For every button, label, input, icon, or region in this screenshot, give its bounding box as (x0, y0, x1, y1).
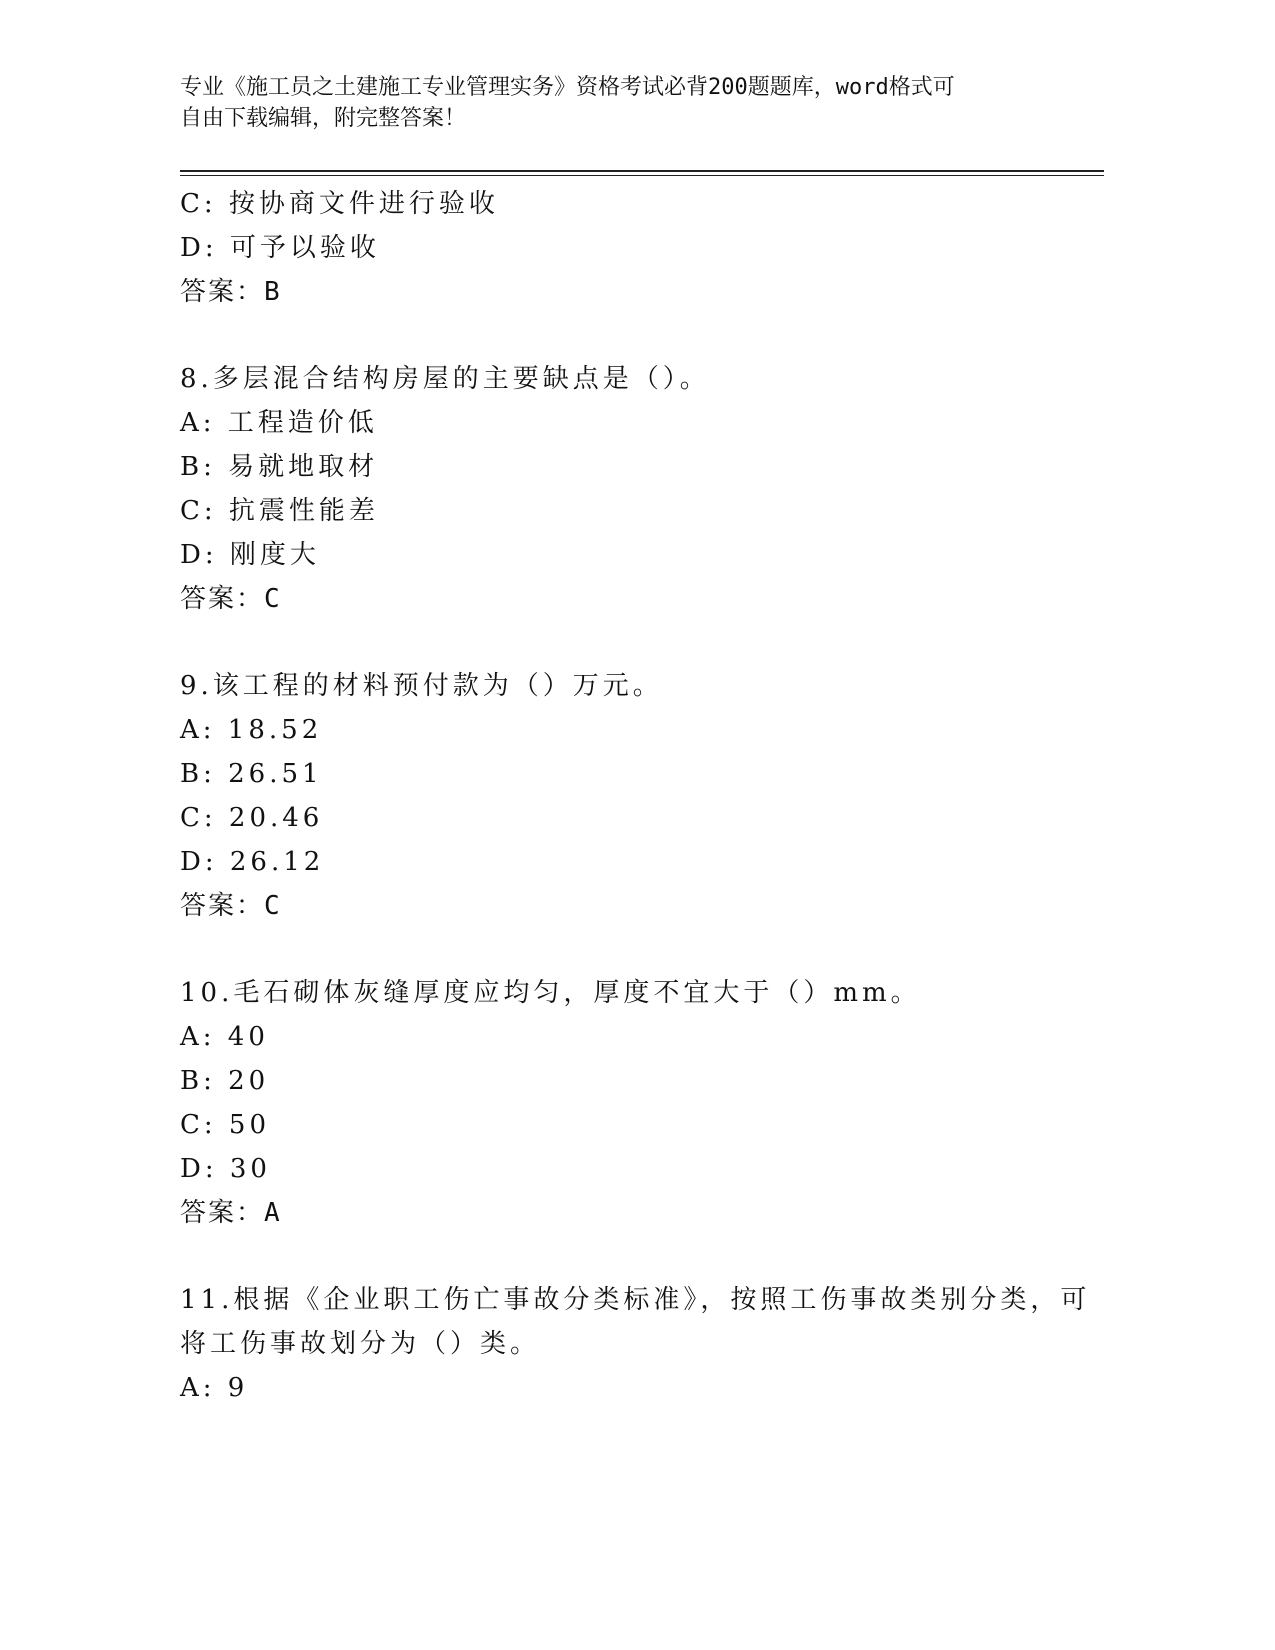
option-c: C: 抗震性能差 (180, 496, 379, 526)
header-title-line-2: 自由下载编辑，附完整答案！ (180, 106, 467, 131)
header-title-line-1: 专业《施工员之土建施工专业管理实务》资格考试必背200题题库，word格式可 (180, 75, 955, 100)
question-stem-line-2: 将工伤事故划分为（）类。 (180, 1329, 541, 1359)
option-a: A: 40 (180, 1022, 269, 1052)
option-a: A: 18.52 (180, 715, 323, 745)
spacer (180, 621, 1080, 664)
question-block-11 (180, 1278, 1091, 1410)
option-c: C: 20.46 (180, 803, 324, 833)
question-block-8 (180, 357, 1080, 621)
question-stem: 8.多层混合结构房屋的主要缺点是（）。 (180, 364, 710, 394)
option-c: C: 按协商文件进行验收 (180, 189, 499, 219)
header-divider-thin (180, 175, 1104, 176)
question-block-10 (180, 971, 1080, 1235)
option-b: B: 20 (180, 1066, 270, 1096)
option-a: A: 9 (180, 1373, 249, 1403)
question-stem-line-1: 11.根据《企业职工伤亡事故分类标准》，按照工伤事故类别分类，可 (180, 1285, 1091, 1315)
question-block-9 (180, 664, 1080, 928)
option-d: D: 30 (180, 1154, 271, 1184)
option-c: C: 50 (180, 1110, 271, 1140)
option-a: A: 工程造价低 (180, 408, 378, 438)
option-d: D: 刚度大 (180, 540, 320, 570)
spacer (180, 314, 1080, 357)
answer-label: 答案：A (180, 1198, 282, 1228)
question-stem: 9.该工程的材料预付款为（）万元。 (180, 671, 663, 701)
question-block-7 (180, 182, 1080, 314)
question-stem: 10.毛石砌体灰缝厚度应均匀，厚度不宜大于（）mm。 (180, 978, 921, 1008)
answer-label: 答案：C (180, 584, 282, 614)
spacer (180, 928, 1080, 971)
question-list (180, 182, 1091, 1410)
answer-label: 答案：B (180, 277, 282, 307)
spacer (180, 1235, 1080, 1278)
option-b: B: 26.51 (180, 759, 323, 789)
document-header (180, 72, 1040, 134)
answer-label: 答案：C (180, 891, 282, 921)
header-divider-thick (180, 170, 1104, 172)
option-b: B: 易就地取材 (180, 452, 379, 482)
option-d: D: 26.12 (180, 847, 325, 877)
option-d: D: 可予以验收 (180, 233, 380, 263)
